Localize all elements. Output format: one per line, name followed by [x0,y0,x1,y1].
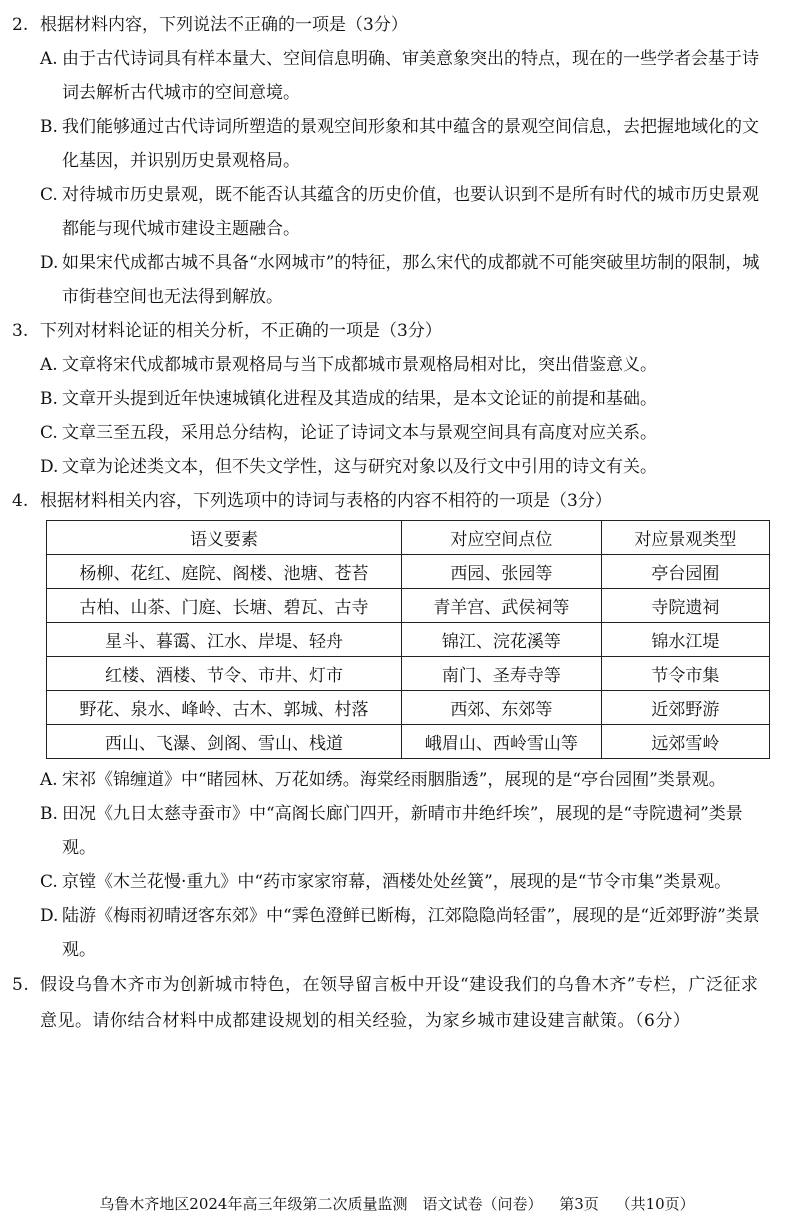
option-text: 文章三至五段，采用总分结构，论证了诗词文本与景观空间具有高度对应关系。 [62,423,657,443]
page-total: （共10页） [615,1195,695,1213]
question-5 [12,967,772,1039]
option-text: 由于古代诗词具有样本量大、空间信息明确、审美意象突出的特点，现在的一些学者会基于诗词去解析古代城市的空间意境。 [62,49,759,103]
column-header: 语义要素 [47,521,402,555]
table-row [47,555,770,589]
option-key: D. [40,457,59,477]
option-key: B. [40,389,58,409]
question-stem [12,314,772,348]
option-text: 文章为论述类文本，但不失文学性，这与研究对象以及行文中引用的诗文有关。 [62,457,657,477]
table-cell: 节令市集 [601,657,769,691]
table-cell: 青羊宫、武侯祠等 [401,589,601,623]
table-header-row [47,521,770,555]
question-text: 假设乌鲁木齐市为创新城市特色，在领导留言板中开设“建设我们的乌鲁木齐”专栏，广泛征求意见。请你结合材料中成都建设规划的相关经验，为家乡城市建设建言献策。（6分） [40,975,759,1031]
table-cell: 远郊雪岭 [601,725,769,759]
option-key: A. [40,49,58,69]
table-cell: 野花、泉水、峰岭、古木、郭城、村落 [47,691,402,725]
table-cell: 峨眉山、西岭雪山等 [401,725,601,759]
table-cell: 近郊野游 [601,691,769,725]
question-text: 根据材料相关内容，下列选项中的诗词与表格的内容不相符的一项是（3分） [40,491,612,511]
table-cell: 西郊、东郊等 [401,691,601,725]
landscape-table [46,520,770,759]
option-key: B. [40,804,58,824]
option-a [12,42,772,110]
table-cell: 古柏、山茶、门庭、长塘、碧瓦、古寺 [47,589,402,623]
option-text: 对待城市历史景观，既不能否认其蕴含的历史价值，也要认识到不是所有时代的城市历史景观都能与现代城市建设主题融合。 [62,185,759,239]
table-cell: 红楼、酒楼、节令、市井、灯市 [47,657,402,691]
option-c [12,865,772,899]
option-key: C. [40,872,58,892]
table-row [47,691,770,725]
option-key: D. [40,253,59,273]
option-b [12,797,772,865]
option-key: D. [40,906,59,926]
option-text: 田况《九日太慈寺蚕市》中“高阁长廊门四开，新晴市井绝纤埃”，展现的是“寺院遗祠”类景观。 [62,804,743,858]
question-number: 5. [12,975,30,995]
table-cell: 星斗、暮霭、江水、岸堤、轻舟 [47,623,402,657]
option-key: B. [40,117,58,137]
question-number: 3. [12,321,29,341]
option-c [12,416,772,450]
question-stem [12,484,772,518]
option-a [12,348,772,382]
option-d [12,899,772,967]
table-wrapper [12,520,772,759]
option-text: 京镗《木兰花慢·重九》中“药市家家帘幕，酒楼处处丝簧”，展现的是“节令市集”类景观。 [62,872,732,892]
question-2 [12,8,772,314]
option-c [12,178,772,246]
question-stem [12,967,772,1039]
option-d [12,246,772,314]
table-row [47,657,770,691]
option-b [12,382,772,416]
table-cell: 南门、圣寿寺等 [401,657,601,691]
option-text: 如果宋代成都古城不具备“水网城市”的特征，那么宋代的成都就不可能突破里坊制的限制，城市街巷空间也无法得到解放。 [62,253,760,307]
table-cell: 西山、飞瀑、剑阁、雪山、栈道 [47,725,402,759]
question-text: 根据材料内容，下列说法不正确的一项是（3分） [40,15,408,35]
question-number: 2. [12,15,29,35]
table-cell: 亭台园囿 [601,555,769,589]
option-text: 文章开头提到近年快速城镇化进程及其造成的结果，是本文论证的前提和基础。 [62,389,657,409]
option-key: A. [40,355,58,375]
option-a [12,763,772,797]
option-b [12,110,772,178]
page-number: 第3页 [559,1195,599,1213]
table-row [47,623,770,657]
table-cell: 锦水江堤 [601,623,769,657]
option-text: 宋祁《锦缠道》中“睹园林、万花如绣。海棠经雨胭脂透”，展现的是“亭台园囿”类景观。 [62,770,726,790]
table-row [47,725,770,759]
exam-title: 乌鲁木齐地区2024年高三年级第二次质量监测 语文试卷（问卷） [99,1195,543,1213]
question-3 [12,314,772,484]
option-d [12,450,772,484]
table-cell: 西园、张园等 [401,555,601,589]
option-text: 文章将宋代成都城市景观格局与当下成都城市景观格局相对比，突出借鉴意义。 [62,355,657,375]
question-number: 4. [12,491,29,511]
question-stem [12,8,772,42]
table-cell: 杨柳、花红、庭院、阁楼、池塘、苍苔 [47,555,402,589]
table-row [47,589,770,623]
option-text: 我们能够通过古代诗词所塑造的景观空间形象和其中蕴含的景观空间信息，去把握地域化的文化基因，并识别历史景观格局。 [62,117,759,171]
column-header: 对应景观类型 [601,521,769,555]
page-footer [0,1192,794,1216]
option-key: C. [40,423,58,443]
question-4 [12,484,772,967]
table-cell: 寺院遗祠 [601,589,769,623]
option-key: A. [40,770,58,790]
option-text: 陆游《梅雨初晴迓客东郊》中“霁色澄鲜已断梅，江郊隐隐尚轻雷”，展现的是“近郊野游”类景观。 [62,906,760,960]
question-text: 下列对材料论证的相关分析，不正确的一项是（3分） [40,321,442,341]
option-key: C. [40,185,58,205]
table-cell: 锦江、浣花溪等 [401,623,601,657]
column-header: 对应空间点位 [401,521,601,555]
